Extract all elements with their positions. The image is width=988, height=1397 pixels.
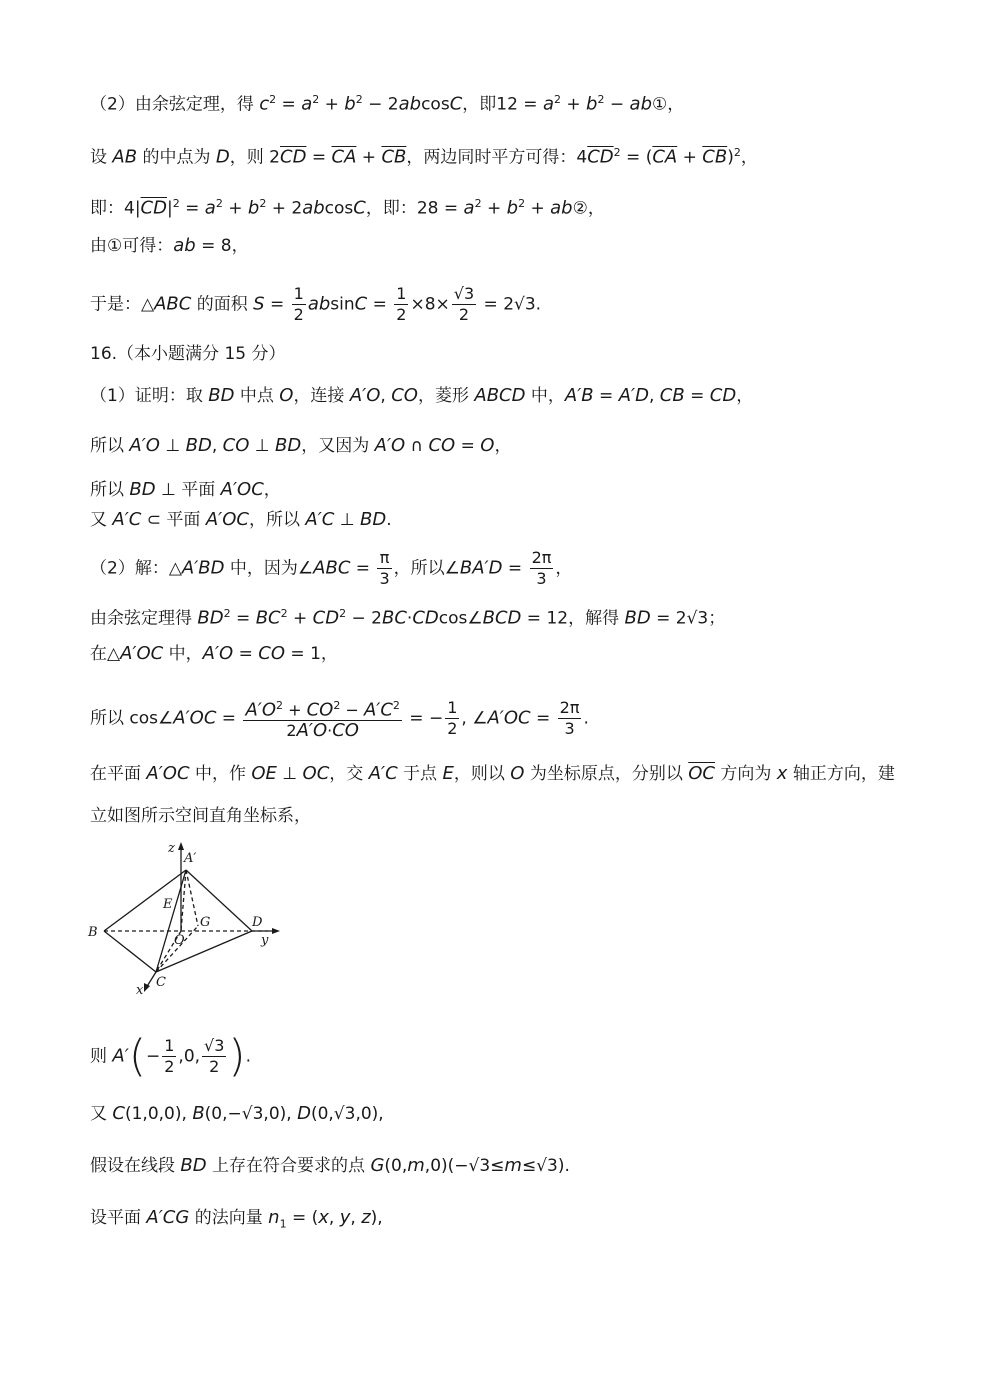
coordinate-figure (86, 838, 286, 1000)
edge-AD (186, 870, 252, 931)
label-b: B (88, 925, 98, 940)
text-line-8: 所以 A′O ⊥ BD, CO ⊥ BD，又因为 A′O ∩ CO = O， (90, 435, 512, 456)
label-c: C (156, 975, 166, 990)
text-line-15: 在平面 A′OC 中，作 OE ⊥ OC，交 A′C 于点 E，则以 O 为坐标原点，分别以 $\overline{OC}$ 方向为 x 轴正方向，建 (90, 763, 895, 784)
label-d: D (252, 915, 263, 930)
section-heading-16: 16.（本小题满分 15 分） (90, 344, 286, 364)
text-line-11: （2）解：△A′BD 中，因为∠ABC = $\frac{\pi}{3}$ ，所以∠BA′D = $\frac{2\pi}{3}$ ， (90, 548, 573, 588)
text-line-13: 在△A′OC 中，A′O = CO = 1， (90, 643, 338, 664)
edge-AG (186, 870, 198, 926)
label-e: E (163, 897, 173, 912)
text-line-12: 由余弦定理得 $BD^2 = BC^2 + CD^2$ − 2BC·CDcos∠BCD = 12，解得 BD = 2√3； (90, 607, 726, 629)
text-line-1: （2）由余弦定理，得 $c^2 = a^2 + b^2 - 2abcosC$，即$12 = a^2 + b^2$ − ab①， (90, 93, 685, 115)
label-x: x (136, 983, 144, 998)
label-o: O (174, 933, 185, 948)
label-z: z (168, 841, 175, 856)
x-arrow-icon (144, 983, 150, 992)
text-line-17: 则 A′(− $\frac{1}{2}$ ,0, $\frac{√3}{2}$ ). (90, 1030, 251, 1082)
label-y: y (261, 933, 269, 948)
edge-BA (104, 870, 186, 931)
text-line-18: 又 C(1,0,0), B(0,−√3,0), D(0,√3,0), (90, 1103, 384, 1124)
label-a: A′ (184, 851, 197, 866)
text-line-5: 于是：△ABC 的面积 S = $\frac{1}{2}$ absinC = $\frac{1}{2}$ ×8× $\frac{√3}{2}$ = 2√3. (90, 284, 542, 324)
text-line-7: （1）证明：取 BD 中点 O，连接 A′O, CO，菱形 ABCD 中，A′B = A′D, CB = CD， (90, 385, 754, 406)
text-line-3: 即：$4|\overline{CD}|^2 = a^2 + b^2 + 2abcosC$，即：$28 = a^2 + b^2$ + ab②， (90, 197, 605, 219)
text-line-4: 由①可得：ab = 8， (90, 235, 249, 256)
y-arrow-icon (272, 928, 280, 934)
text-line-14: 所以 cos∠A′OC = $\frac{A'O^2 + CO^2 - A'C^2}{2A'O\cdot CO}$ = − $\frac{1}{2}$ , ∠A′OC = $\frac{2\pi}{3}$ . (90, 696, 589, 741)
edge-BC (104, 931, 156, 972)
text-line-19: 假设在线段 BD 上存在符合要求的点 G(0,m,0)(−√3≤m≤√3). (90, 1155, 570, 1176)
text-line-2: 设 AB 的中点为 D，则 $2\overline{CD} = \overline{CA} + \overline{CB}$，两边同时平方可得：$4\overline{CD}^2 = (\overline{CA} + \overline{CB})^2$， (90, 146, 758, 168)
z-arrow-icon (178, 842, 184, 850)
text-line-9: 所以 BD ⊥ 平面 A′OC， (90, 479, 281, 500)
text-line-10: 又 A′C ⊂ 平面 A′OC，所以 A′C ⊥ BD. (90, 509, 392, 530)
text-line-20: 设平面 A′CG 的法向量 $n_1 = (x$, y, z), (90, 1207, 383, 1231)
edge-CD (156, 931, 252, 972)
label-g: G (200, 915, 211, 930)
text-line-16: 立如图所示空间直角坐标系， (90, 806, 311, 826)
